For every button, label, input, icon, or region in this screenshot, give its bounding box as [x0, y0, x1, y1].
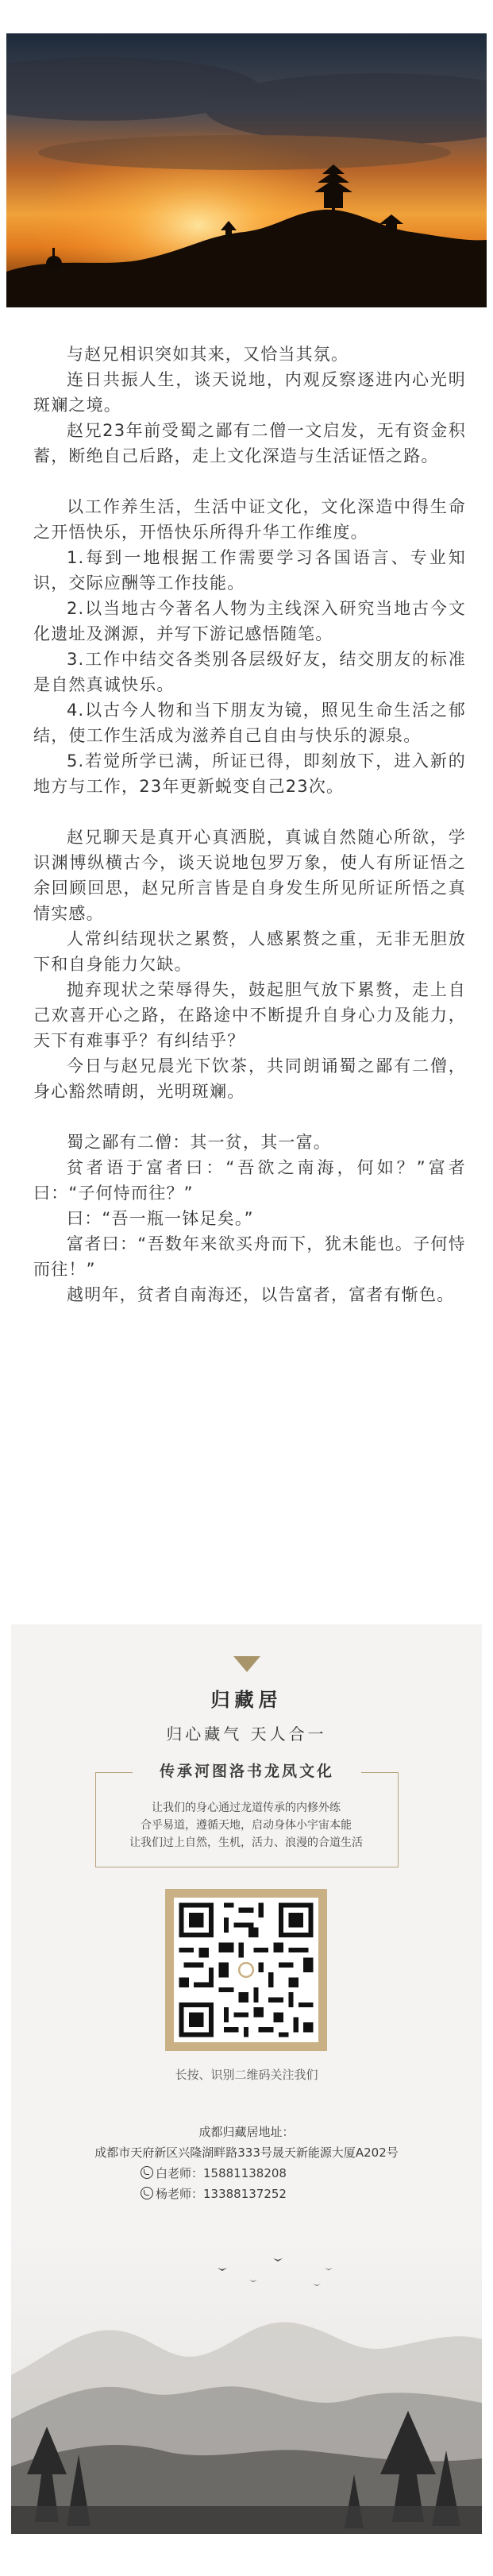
- contact-row: [141, 2165, 287, 2181]
- culture-line: 合乎易道，遵循天地，启动身体小宇宙本能: [141, 1819, 352, 1832]
- brand-slogan: 归心藏气 天人合一: [166, 1724, 327, 1744]
- address-text: 成都市天府新区兴隆湖畔路333号晟天新能源大厦A202号: [94, 2145, 399, 2160]
- qr-code-icon: [174, 1898, 318, 2042]
- culture-line: 让我们过上自然，生机，活力、浪漫的合道生活: [129, 1836, 363, 1849]
- contact-text: 杨老师：13388137252: [156, 2187, 287, 2201]
- article-paragraph: 曰：“吾一瓶一钵足矣。”: [67, 1209, 254, 1228]
- qr-caption: 长按、识别二维码关注我们: [175, 2068, 318, 2082]
- article-paragraph: 连日共振人生，谈天说地，内观反察逐进内心光明斑斓之境。: [33, 370, 466, 415]
- article-paragraph: 富者曰：“吾数年来欲买舟而下，犹未能也。子何恃而往！”: [33, 1234, 466, 1279]
- article-list-item: 1.每到一地根据工作需要学习各国语言、专业知识，交际应酬等工作技能。: [33, 548, 466, 593]
- article-list-item: 5.若觉所学已满，所证已得，即刻放下，进入新的地方与工作，23年更新蜕变自己23次。: [33, 751, 466, 796]
- paragraph-spacer: [33, 469, 466, 494]
- article-paragraph: 赵兄聊天是真开心真洒脱，真诚自然随心所欲，学识渊博纵横古今，谈天说地包罗万象，使人有所证悟之余回顾回思，赵兄所言皆是自身发生所见所证所悟之真情实感。: [33, 828, 466, 923]
- contact-row: [141, 2185, 287, 2202]
- culture-description: [95, 1799, 397, 1852]
- article-list-item: 3.工作中结交各类别各层级好友，结交朋友的标准是自然真诚快乐。: [33, 650, 466, 694]
- article-paragraph: 以工作养生活，生活中证文化，文化深造中得生命之开悟快乐，开悟快乐所得升华工作维度。: [33, 497, 466, 542]
- article-paragraph: 人常纠结现状之累赘，人感累赘之重，无非无胆放下和自身能力欠缺。: [33, 929, 466, 974]
- promo-card: [11, 1624, 482, 2534]
- paragraph-spacer: [33, 1104, 466, 1130]
- culture-title: 传承河图洛书龙凤文化: [133, 1759, 361, 1783]
- phone-icon: [141, 2187, 153, 2199]
- brand-name: 归藏居: [210, 1688, 283, 1711]
- hero-photo: [6, 33, 487, 307]
- qr-code[interactable]: [165, 1889, 327, 2051]
- article-list-item: 4.以古今人物和当下朋友为镜，照见生命生活之郁结，使工作生活成为滋养自己自由与快乐的源泉。: [33, 701, 466, 745]
- phone-icon: [141, 2166, 153, 2179]
- article-paragraph: 越明年，贫者自南海还，以告富者，富者有惭色。: [67, 1285, 455, 1304]
- paragraph-spacer: [33, 799, 466, 825]
- article-body: [33, 342, 466, 1307]
- article-paragraph: 今日与赵兄晨光下饮茶，共同朗诵蜀之鄙有二僧，身心豁然晴朗，光明斑斓。: [33, 1056, 466, 1101]
- mountain-landscape-image: [11, 2236, 482, 2534]
- sunset-pagoda-image: [6, 33, 487, 307]
- article-list-item: 2.以当地古今著名人物为主线深入研究当地古今文化遗址及渊源，并写下游记感悟随笔。: [33, 599, 466, 643]
- address-block: [11, 2122, 482, 2163]
- article-paragraph: 赵兄23年前受蜀之鄙有二僧一文启发，无有资金积蓄，断绝自己后路，走上文化深造与生活证悟之路。: [33, 421, 466, 465]
- address-label: 成都归藏居地址：: [198, 2125, 295, 2139]
- ink-landscape-illustration: [11, 2236, 482, 2534]
- culture-line: 让我们的身心通过龙道传承的内修外练: [152, 1802, 341, 1814]
- article-paragraph: 抛弃现状之荣辱得失，鼓起胆气放下累赘，走上自己欢喜开心之路，在路途中不断提升自身心力及能力，天下有难事乎？有纠结乎？: [33, 980, 466, 1050]
- triangle-ornament-icon: [233, 1656, 260, 1672]
- contact-text: 白老师：15881138208: [156, 2166, 287, 2180]
- article-paragraph: 与赵兄相识突如其来，又恰当其氛。: [67, 345, 349, 364]
- article-paragraph: 蜀之鄙有二僧：其一贫，其一富。: [67, 1133, 331, 1152]
- article-paragraph: 贫者语于富者曰：“吾欲之南海，何如？”富者曰：“子何恃而往？”: [33, 1158, 466, 1203]
